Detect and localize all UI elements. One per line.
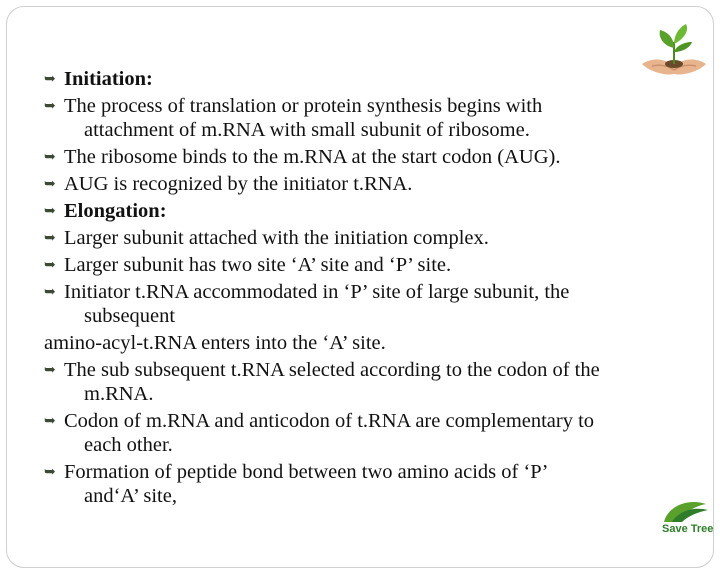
slide-content [44, 66, 704, 510]
bullet-arrow-icon: ➥ [44, 258, 56, 273]
bullet-arrow-icon: ➥ [44, 231, 56, 246]
bullet-text: Larger subunit has two site ‘A’ site and ‘P’ site. [64, 254, 452, 276]
bullet-continuation: each other. [84, 434, 173, 456]
bullet-text: Initiator t.RNA accommodated in ‘P’ site of large subunit, the [64, 281, 570, 303]
bullet-arrow-icon: ➥ [44, 285, 56, 300]
bullet-text: Larger subunit attached with the initiation complex. [64, 227, 489, 249]
save-tree-logo-text: Save Tree [662, 523, 714, 535]
bullet-continuation: attachment of m.RNA with small subunit of ribosome. [84, 119, 530, 141]
bullet-item [44, 198, 704, 225]
bullet-arrow-icon: ➥ [44, 72, 56, 87]
bullet-text: The ribosome binds to the m.RNA at the start codon (AUG). [64, 146, 561, 168]
paragraph-line [44, 330, 704, 357]
bullet-text: Elongation: [64, 200, 167, 222]
paragraph-text: amino-acyl-t.RNA enters into the ‘A’ site. [44, 332, 386, 354]
bullet-text: The process of translation or protein synthesis begins with [64, 95, 543, 117]
bullet-arrow-icon: ➥ [44, 177, 56, 192]
bullet-arrow-icon: ➥ [44, 204, 56, 219]
bullet-arrow-icon: ➥ [44, 465, 56, 480]
bullet-continuation: and‘A’ site, [84, 485, 177, 507]
bullet-arrow-icon: ➥ [44, 150, 56, 165]
bullet-text: Formation of peptide bond between two amino acids of ‘P’ [64, 461, 549, 483]
bullet-item [44, 144, 704, 171]
bullet-text: The sub subsequent t.RNA selected according to the codon of the [64, 359, 600, 381]
bullet-item [44, 66, 704, 93]
bullet-item [44, 279, 704, 330]
bullet-continuation: subsequent [84, 305, 176, 327]
bullet-item [44, 408, 704, 459]
bullet-text: Codon of m.RNA and anticodon of t.RNA are complementary to [64, 410, 595, 432]
bullet-arrow-icon: ➥ [44, 363, 56, 378]
bullet-item [44, 171, 704, 198]
bullet-item [44, 252, 704, 279]
bullet-text: AUG is recognized by the initiator t.RNA. [64, 173, 413, 195]
bullet-item [44, 225, 704, 252]
bullet-continuation: m.RNA. [84, 383, 154, 405]
bullet-item [44, 459, 704, 510]
bullet-item [44, 93, 704, 144]
bullet-arrow-icon: ➥ [44, 99, 56, 114]
bullet-item [44, 357, 704, 408]
bullet-text: Initiation: [64, 68, 153, 90]
bullet-arrow-icon: ➥ [44, 414, 56, 429]
